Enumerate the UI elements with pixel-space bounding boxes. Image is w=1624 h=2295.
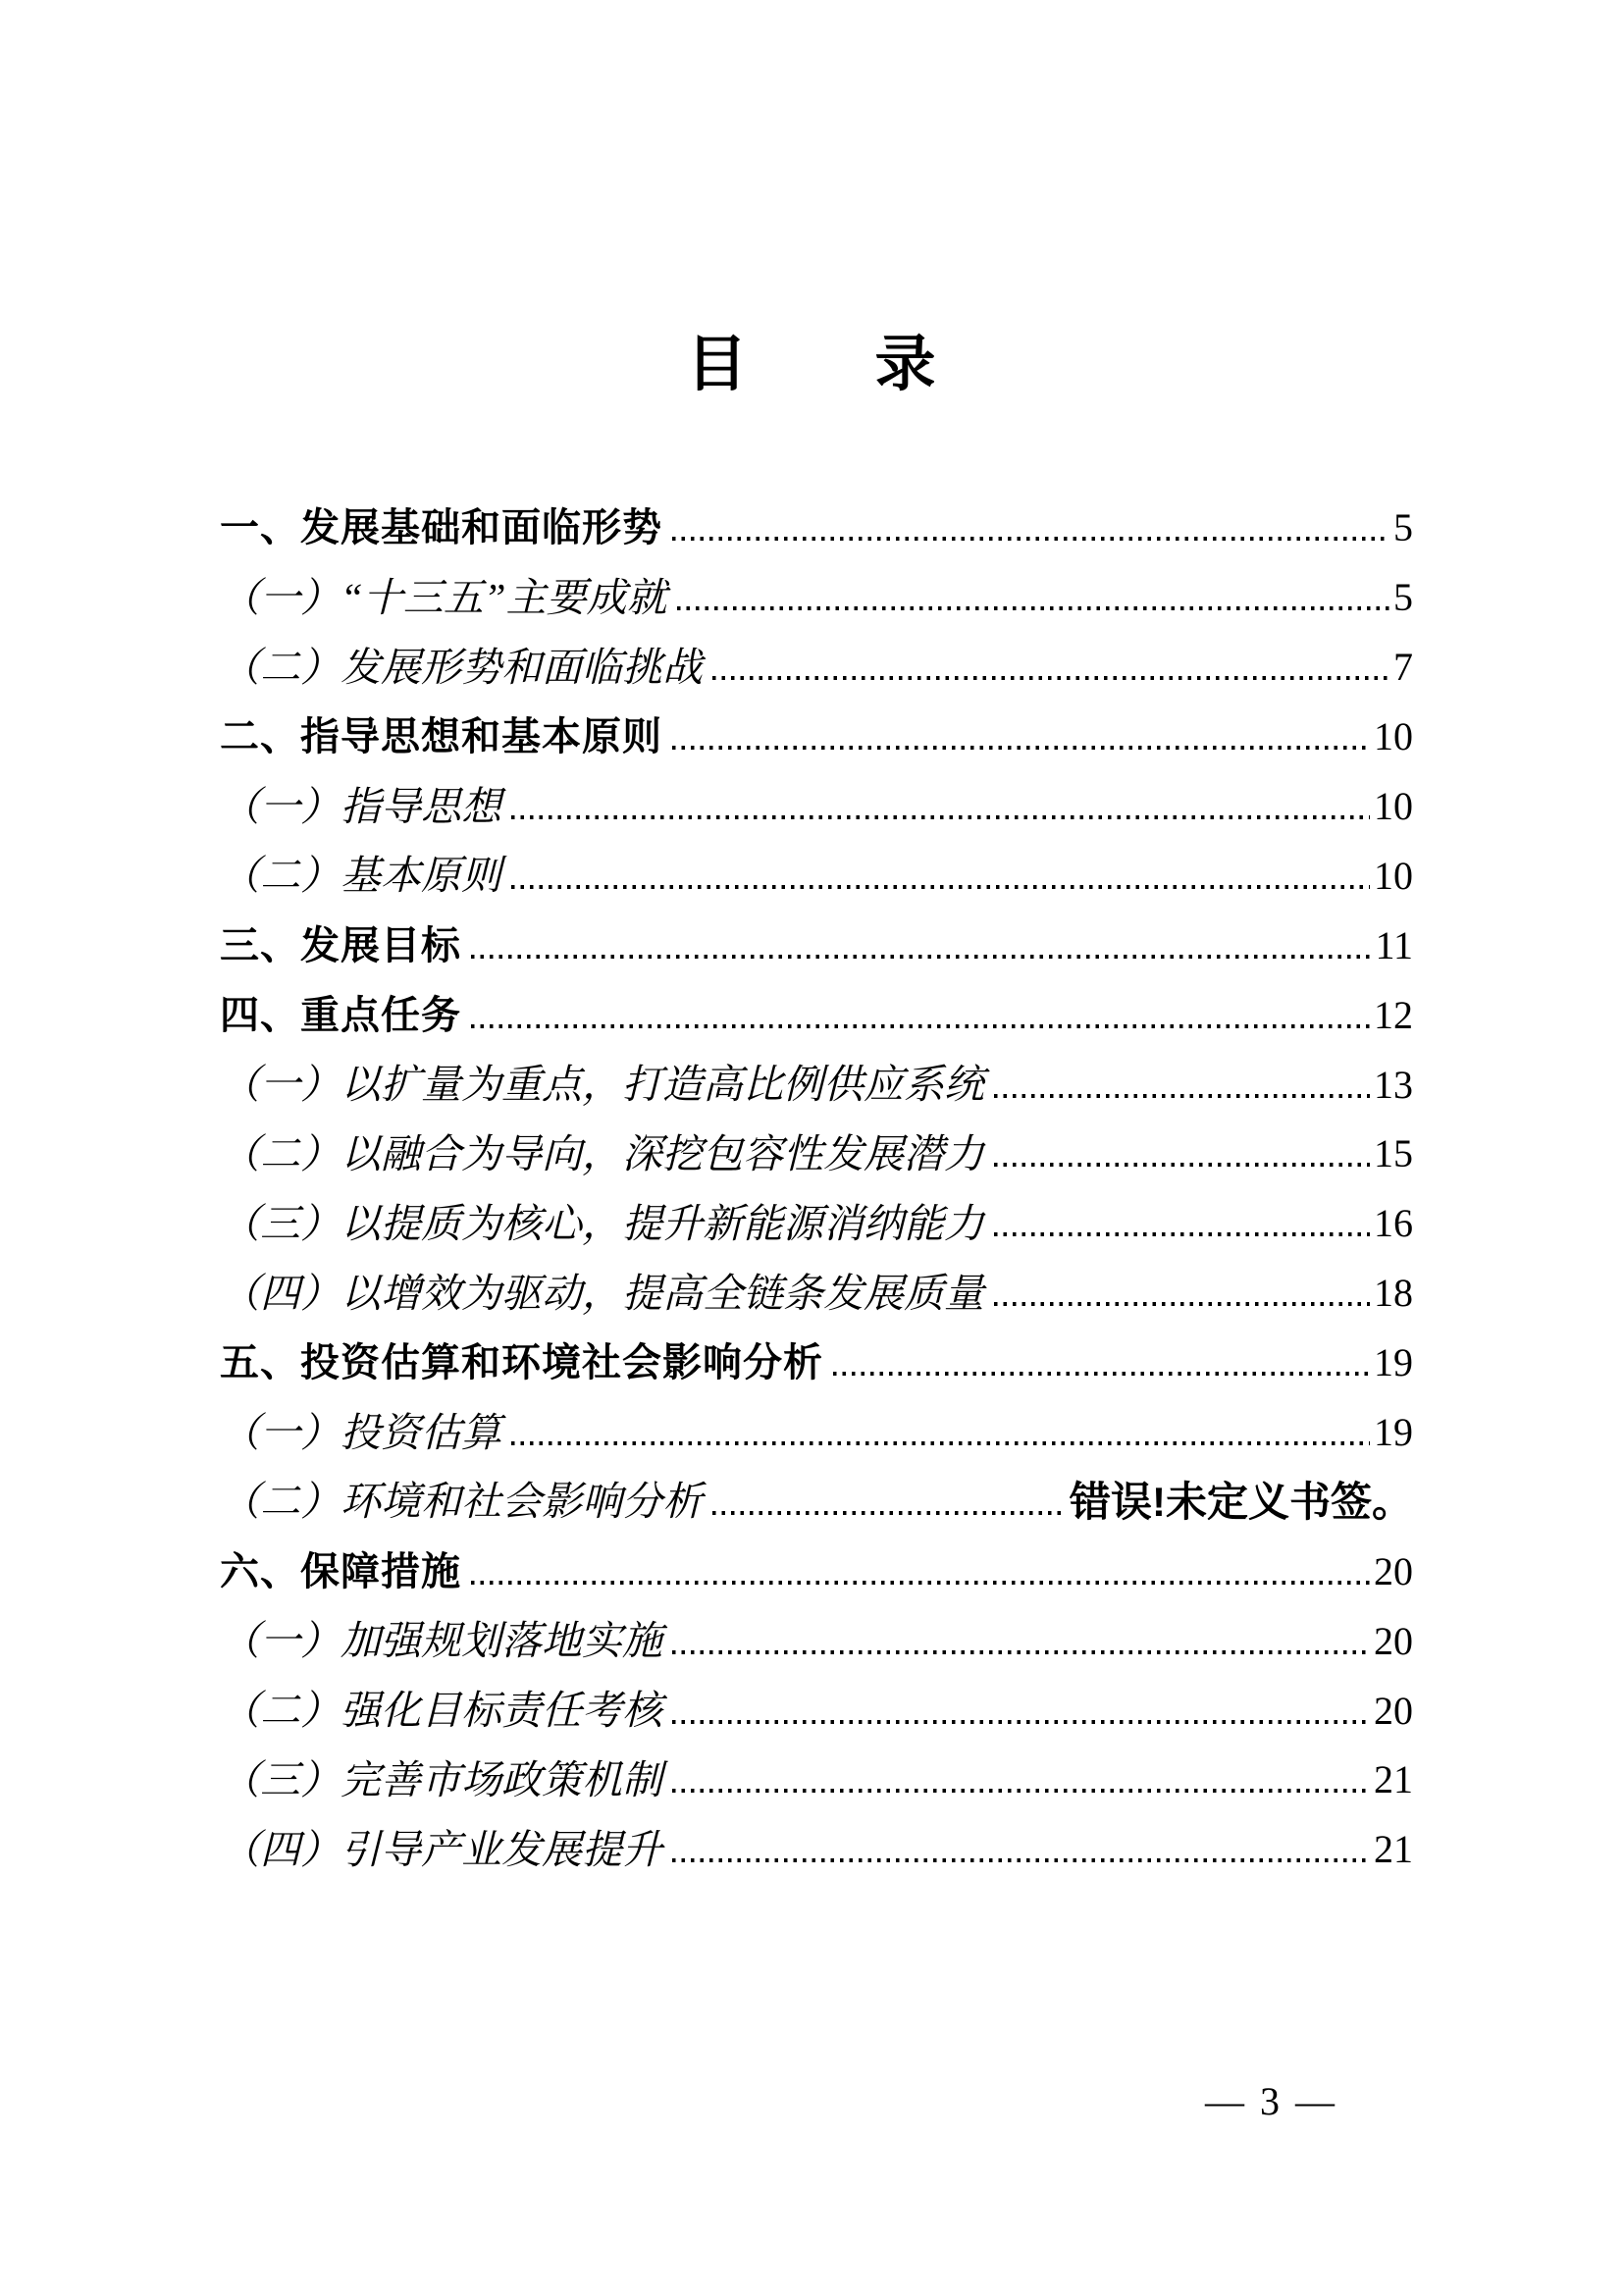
toc-entry[interactable] xyxy=(220,1189,1413,1259)
toc-entry[interactable] xyxy=(220,980,1413,1050)
toc-entry-label: 三、发展目标 xyxy=(220,923,461,967)
toc-entry-page: 20 xyxy=(1374,1688,1413,1733)
toc-entry-page: 21 xyxy=(1374,1757,1413,1802)
dotted-leader xyxy=(833,1350,1370,1376)
toc-entry[interactable] xyxy=(220,772,1413,842)
toc-entry[interactable] xyxy=(220,1329,1413,1398)
toc-entry[interactable] xyxy=(220,1746,1413,1815)
toc-entry-label: （二）环境和社会影响分析 xyxy=(220,1479,703,1525)
toc-entry[interactable] xyxy=(220,911,1413,980)
toc-entry-label: （三）以提质为核心，提升新能源消纳能力 xyxy=(220,1200,984,1246)
toc-entry-page: 11 xyxy=(1375,922,1413,967)
dotted-leader xyxy=(471,1559,1370,1585)
dotted-leader xyxy=(471,1003,1370,1028)
toc-entry-page: 20 xyxy=(1374,1548,1413,1593)
toc-entry-page: 19 xyxy=(1374,1340,1413,1385)
toc-entry-label: （四）引导产业发展提升 xyxy=(220,1826,662,1872)
toc-entry[interactable] xyxy=(220,1259,1413,1329)
toc-entry-label: （一）“十三五”主要成就 xyxy=(220,574,667,620)
dotted-leader xyxy=(712,1489,1066,1515)
dotted-leader xyxy=(677,585,1389,610)
toc-entry-page: 15 xyxy=(1374,1131,1413,1176)
toc-entry-page: 12 xyxy=(1374,992,1413,1037)
toc-entry-label: 二、指导思想和基本原则 xyxy=(220,715,662,759)
toc-entry-error: 错误!未定义书签。 xyxy=(1070,1478,1413,1525)
toc-entry-label: （三）完善市场政策机制 xyxy=(220,1756,662,1802)
toc-entry-page: 20 xyxy=(1374,1618,1413,1663)
toc-entry[interactable] xyxy=(220,841,1413,911)
toc-entry-page: 16 xyxy=(1374,1201,1413,1246)
toc-entry[interactable] xyxy=(220,494,1413,563)
dotted-leader xyxy=(994,1072,1370,1098)
dotted-leader xyxy=(672,1698,1370,1724)
dotted-leader xyxy=(994,1211,1370,1236)
toc-entry-page: 5 xyxy=(1393,575,1413,620)
dotted-leader xyxy=(672,515,1389,541)
toc-entry[interactable] xyxy=(220,1050,1413,1120)
toc-entry[interactable] xyxy=(220,1467,1413,1537)
toc-entry-label: （四）以增效为驱动，提高全链条发展质量 xyxy=(220,1270,984,1316)
toc-entry-label: （二）发展形势和面临挑战 xyxy=(220,644,703,690)
toc-entry-page: 21 xyxy=(1374,1827,1413,1872)
toc-entry-label: （一）投资估算 xyxy=(220,1409,501,1455)
toc-entry-page: 5 xyxy=(1393,505,1413,550)
toc-entry[interactable] xyxy=(220,633,1413,703)
toc-entry-label: （一）以扩量为重点，打造高比例供应系统 xyxy=(220,1062,984,1108)
toc-entry-page: 7 xyxy=(1393,645,1413,690)
toc-entry[interactable] xyxy=(220,1676,1413,1746)
toc-entry-page: 10 xyxy=(1374,853,1413,898)
dotted-leader xyxy=(511,863,1370,889)
toc-entry[interactable] xyxy=(220,1120,1413,1189)
toc-entry-label: 五、投资估算和环境社会影响分析 xyxy=(220,1341,823,1385)
toc-entry-label: 四、重点任务 xyxy=(220,993,461,1037)
page-title: 目 录 xyxy=(686,332,938,398)
toc-entry[interactable] xyxy=(220,1537,1413,1606)
toc-entry-page: 19 xyxy=(1374,1410,1413,1455)
dotted-leader xyxy=(511,794,1370,819)
dotted-leader xyxy=(994,1141,1370,1167)
dotted-leader xyxy=(672,1837,1370,1862)
toc-list xyxy=(220,494,1413,1885)
dotted-leader xyxy=(471,933,1371,959)
toc-entry-label: 六、保障措施 xyxy=(220,1549,461,1593)
toc-entry[interactable] xyxy=(220,563,1413,633)
toc-entry-label: （二）基本原则 xyxy=(220,853,501,899)
toc-entry-page: 10 xyxy=(1374,784,1413,828)
toc-entry-label: （一）指导思想 xyxy=(220,783,501,829)
dotted-leader xyxy=(672,1767,1370,1793)
toc-entry-label: （一）加强规划落地实施 xyxy=(220,1618,662,1664)
dotted-leader xyxy=(994,1280,1370,1306)
toc-entry-label: （二）强化目标责任考核 xyxy=(220,1688,662,1734)
dotted-leader xyxy=(672,1629,1370,1654)
toc-entry-page: 18 xyxy=(1374,1271,1413,1316)
toc-entry-page: 13 xyxy=(1374,1062,1413,1107)
toc-entry[interactable] xyxy=(220,1606,1413,1676)
toc-entry-page: 10 xyxy=(1374,714,1413,759)
dotted-leader xyxy=(672,724,1370,750)
toc-entry[interactable] xyxy=(220,703,1413,772)
toc-entry-label: （二）以融合为导向，深挖包容性发展潜力 xyxy=(220,1130,984,1176)
page-number-footer: — 3 — xyxy=(1205,2079,1337,2123)
toc-entry[interactable] xyxy=(220,1398,1413,1468)
toc-entry[interactable] xyxy=(220,1815,1413,1885)
dotted-leader xyxy=(511,1420,1370,1445)
toc-entry-label: 一、发展基础和面临形势 xyxy=(220,506,662,550)
dotted-leader xyxy=(712,654,1389,680)
